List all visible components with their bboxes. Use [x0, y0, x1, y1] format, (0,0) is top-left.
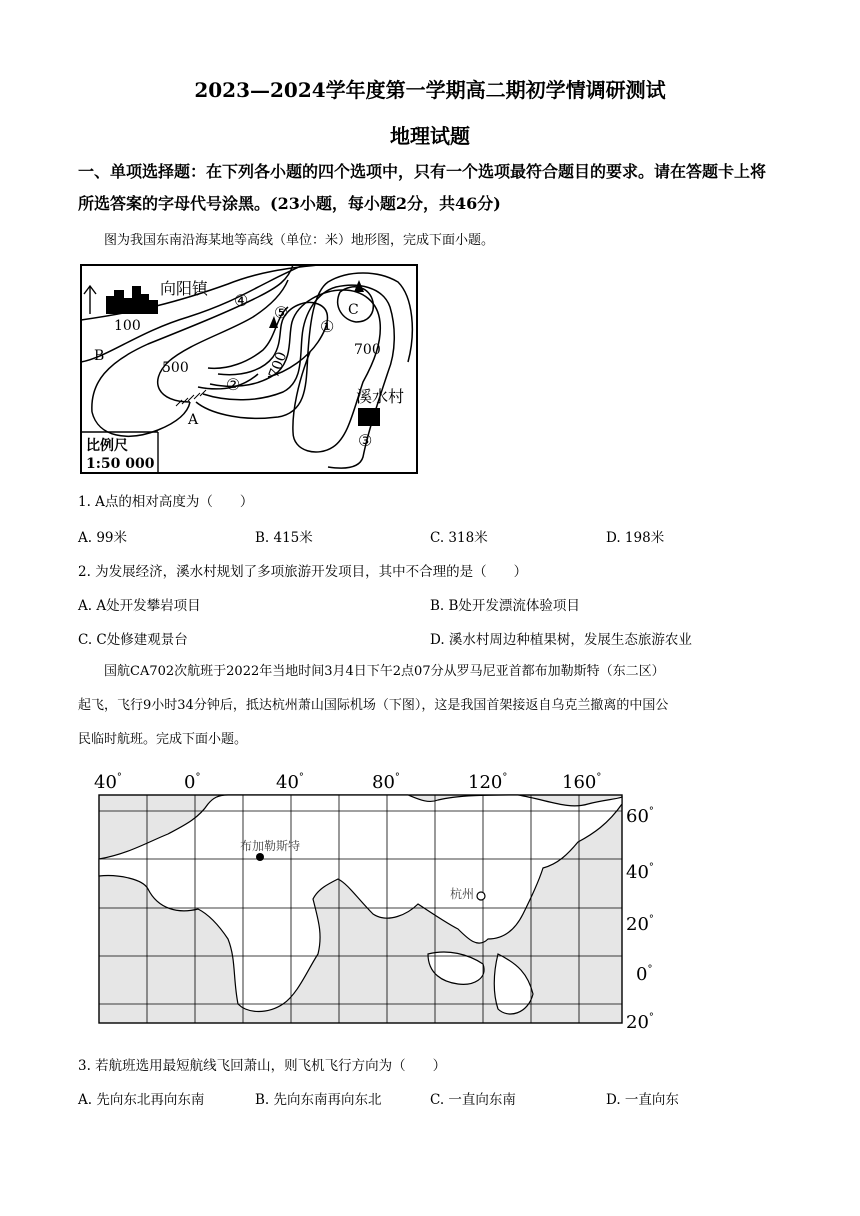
page-title: 2023—2024学年度第一学期高二期初学情调研测试 [194, 78, 666, 102]
world-map [88, 764, 668, 1034]
intro-2-line-3: 民临时航班。完成下面小题。 [78, 732, 248, 747]
contour-700-b: 700 [354, 342, 381, 358]
lon-label-2: 0° [184, 772, 201, 793]
contour-100: 100 [114, 318, 141, 334]
contour-500: 500 [162, 360, 189, 376]
marker-3: ③ [358, 431, 373, 450]
q1-option-b: B. 415米 [255, 530, 313, 546]
point-c: C [348, 302, 359, 318]
intro-text: 图为我国东南沿海某地等高线（单位：米）地形图，完成下面小题。 [104, 233, 495, 248]
point-a: A [188, 412, 199, 428]
contour-map [78, 262, 420, 476]
city-hangzhou: 杭州 [450, 887, 475, 901]
town-label: 向阳镇 [160, 279, 209, 298]
marker-4: ④ [234, 291, 249, 310]
lon-label-4: 80° [372, 772, 400, 793]
q2-option-a: A. A处开发攀岩项目 [78, 598, 201, 614]
lat-label-2: 40° [626, 862, 654, 883]
scale-title: 比例尺 [86, 438, 128, 454]
lat-label-4: 0° [636, 964, 653, 985]
question-1: 1. A点的相对高度为（ ） [78, 494, 254, 510]
q3-option-d: D. 一直向东 [606, 1092, 679, 1108]
question-3: 3. 若航班选用最短航线飞回萧山，则飞机飞行方向为（ ） [78, 1058, 447, 1074]
lat-label-1: 60° [626, 806, 654, 827]
village-label: 溪水村 [356, 387, 405, 406]
lon-label-5: 120° [468, 772, 508, 793]
marker-5: ⑤ [274, 303, 289, 322]
section-heading: 一、单项选择题：在下列各小题的四个选项中，只有一个选项最符合题目的要求。请在答题卡上将所选答案的字母代号涂黑。(23小题，每小题2分，共46分) [78, 162, 767, 213]
q1-option-a: A. 99米 [78, 530, 128, 546]
q2-option-b: B. B处开发漂流体验项目 [430, 598, 580, 614]
q2-option-c: C. C处修建观景台 [78, 632, 188, 648]
q1-option-c: C. 318米 [430, 530, 488, 546]
question-2: 2. 为发展经济，溪水村规划了多项旅游开发项目，其中不合理的是（ ） [78, 564, 528, 580]
point-b: B [94, 348, 105, 364]
intro-2-line-2: 起飞，飞行9小时34分钟后，抵达杭州萧山国际机场（下图），这是我国首架接返自乌克兰撤离的中国公 [78, 698, 669, 713]
scale-value: 1:50 000 [86, 456, 155, 472]
contour-700-a: 700 [266, 349, 291, 381]
q3-option-c: C. 一直向东南 [430, 1092, 516, 1108]
lat-label-5: 20° [626, 1012, 654, 1033]
lat-label-3: 20° [626, 914, 654, 935]
lon-label-1: 40° [94, 772, 122, 793]
lon-label-3: 40° [276, 772, 304, 793]
q2-option-d: D. 溪水村周边种植果树，发展生态旅游农业 [430, 632, 692, 648]
page-subtitle: 地理试题 [390, 124, 470, 148]
intro-2-line-1: 国航CA702次航班于2022年当地时间3月4日下午2点07分从罗马尼亚首都布加勒斯特（东二区） [104, 664, 665, 679]
lon-label-6: 160° [562, 772, 602, 793]
q3-option-b: B. 先向东南再向东北 [255, 1092, 382, 1108]
q3-option-a: A. 先向东北再向东南 [78, 1092, 205, 1108]
city-bucharest: 布加勒斯特 [240, 839, 301, 853]
marker-1: ① [320, 317, 335, 336]
q1-option-d: D. 198米 [606, 530, 665, 546]
marker-2: ② [226, 375, 241, 394]
